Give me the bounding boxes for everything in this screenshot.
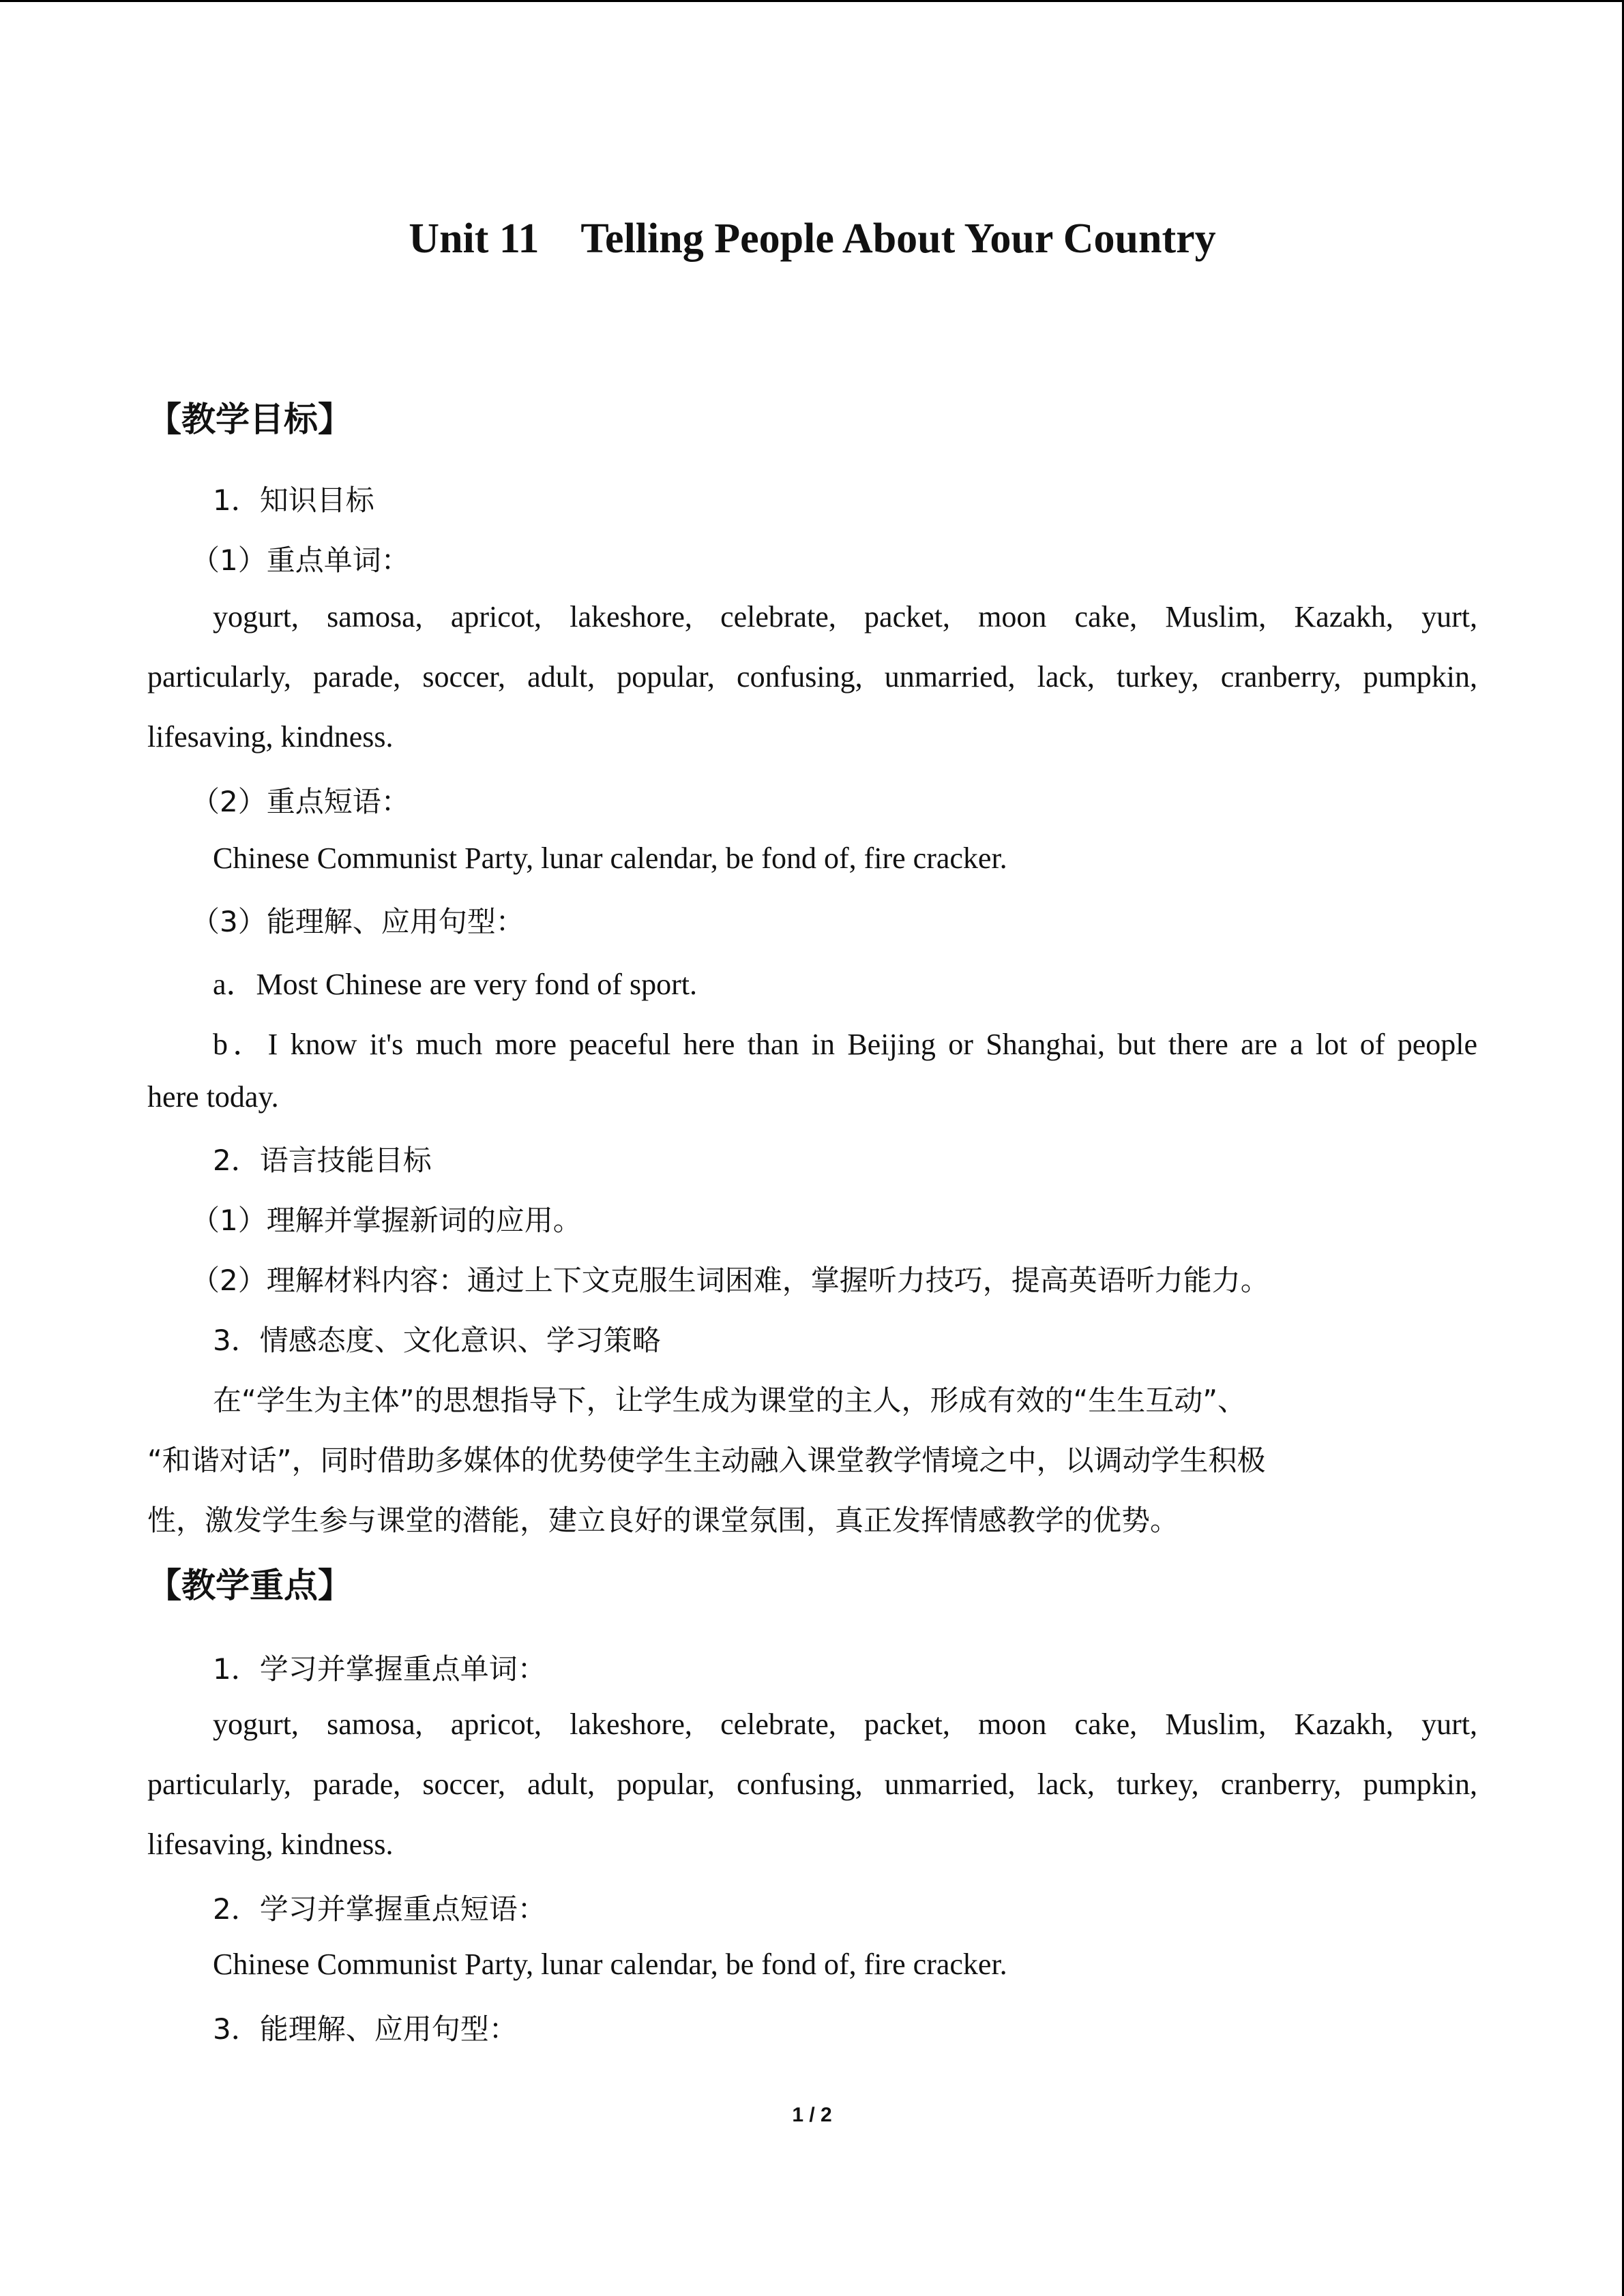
attitude-line-2: “和谐对话”，同时借助多媒体的优势使学生主动融入课堂教学情境之中，以调动学生积极 (147, 1444, 1266, 1477)
section-heading-objectives: 【教学目标】 (147, 400, 352, 439)
key-points-words-line-2: particularly, parade, soccer, adult, popular, confusing, unmarried, lack, turkey, cranberry, pumpkin, (147, 1768, 1477, 1801)
key-phrases-label: （2）重点短语： (191, 785, 410, 818)
key-points-sentences-heading: 3．能理解、应用句型： (213, 2012, 518, 2046)
key-words-line-1: yogurt, samosa, apricot, lakeshore, celebrate, packet, moon cake, Muslim, Kazakh, yurt, (213, 600, 1477, 633)
sentence-b-line-1: b．I know it's much more peaceful here than in Beijing or Shanghai, but there are a lot of people (213, 1028, 1477, 1061)
attitude-line-1: 在“学生为主体”的思想指导下，让学生成为课堂的主人，形成有效的“生生互动”、 (213, 1384, 1247, 1417)
sentence-b-line-2: here today. (147, 1080, 279, 1114)
key-words-label: （1）重点单词： (191, 543, 410, 577)
skills-item-1: （1）理解并掌握新词的应用。 (191, 1204, 582, 1237)
sentence-a: a．Most Chinese are very fond of sport. (213, 968, 697, 1001)
key-phrases-text: Chinese Communist Party, lunar calendar, be fond of, fire cracker. (213, 841, 1007, 875)
key-points-phrases-heading: 2．学习并掌握重点短语： (213, 1892, 546, 1926)
key-words-line-3: lifesaving, kindness. (147, 720, 394, 754)
attitude-line-3: 性，激发学生参与课堂的潜能，建立良好的课堂氛围，真正发挥情感教学的优势。 (147, 1504, 1179, 1537)
key-points-words-line-3: lifesaving, kindness. (147, 1828, 394, 1861)
key-points-words-line-1: yogurt, samosa, apricot, lakeshore, celebrate, packet, moon cake, Muslim, Kazakh, yurt, (213, 1708, 1477, 1741)
key-points-phrases-text: Chinese Communist Party, lunar calendar, be fond of, fire cracker. (213, 1948, 1007, 1981)
page-number: 1 / 2 (792, 2104, 832, 2126)
attitude-heading: 3．情感态度、文化意识、学习策略 (213, 1324, 661, 1357)
key-words-line-2: particularly, parade, soccer, adult, popular, confusing, unmarried, lack, turkey, cranberry, pumpkin, (147, 660, 1477, 694)
section-heading-key-points: 【教学重点】 (147, 1566, 352, 1605)
document-title: Unit 11 Telling People About Your Country (409, 215, 1216, 262)
knowledge-heading: 1．知识目标 (213, 483, 374, 517)
sentences-label: （3）能理解、应用句型： (191, 905, 525, 938)
skills-heading: 2．语言技能目标 (213, 1144, 432, 1177)
key-points-words-heading: 1．学习并掌握重点单词： (213, 1652, 546, 1686)
skills-item-2: （2）理解材料内容：通过上下文克服生词困难，掌握听力技巧，提高英语听力能力。 (191, 1264, 1269, 1297)
